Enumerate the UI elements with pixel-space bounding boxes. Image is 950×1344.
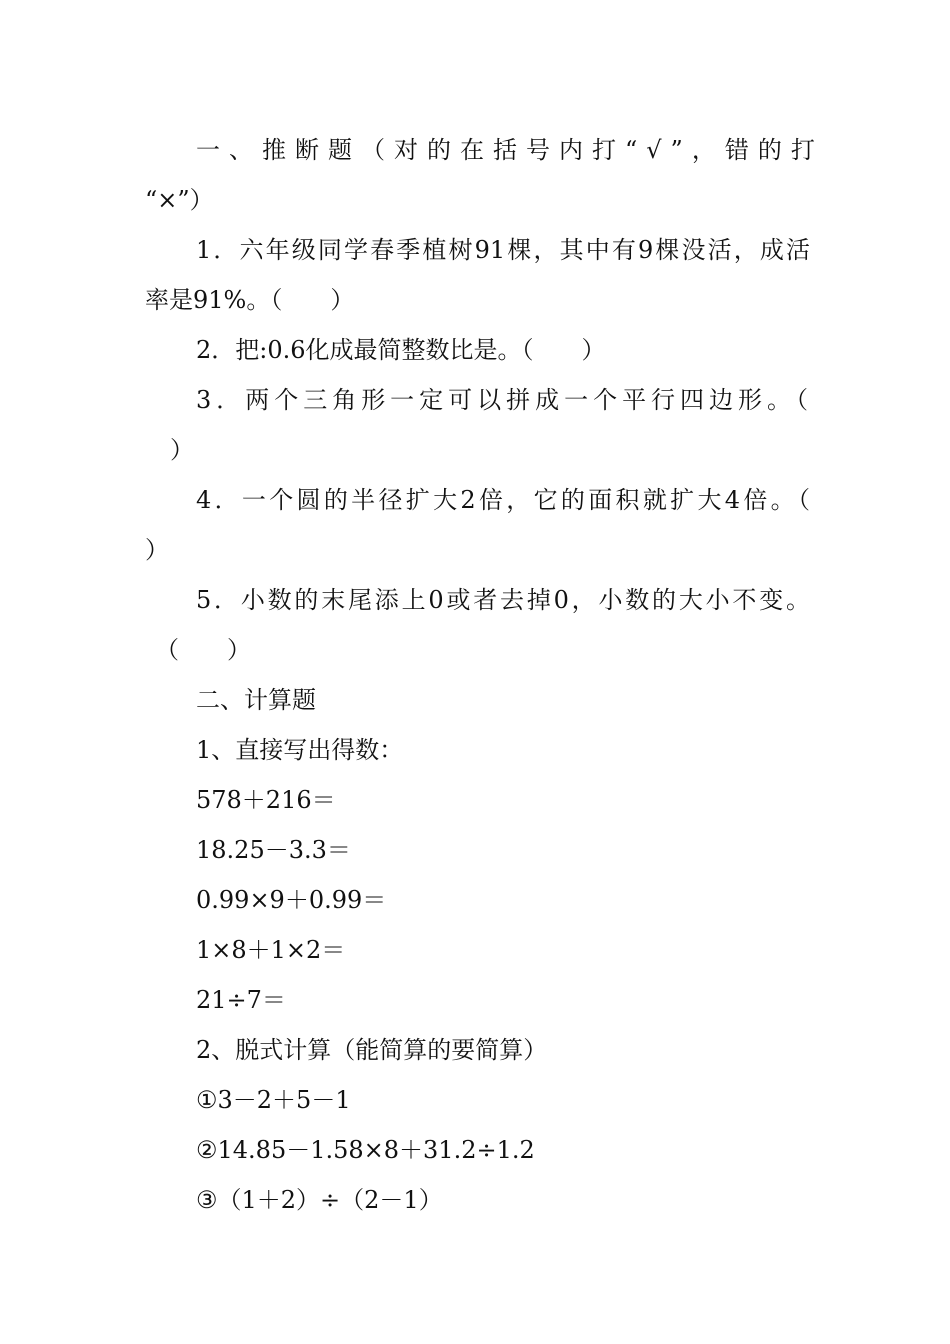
direct-calc-item: 578＋216＝	[196, 786, 336, 814]
direct-calc-item: 1×8＋1×2＝	[196, 936, 346, 964]
section1-heading-continued: “×”）	[145, 186, 214, 214]
section1-heading: 一、推断题（对的在括号内打“√”，错的打	[196, 136, 824, 164]
question-5-continued: （ ）	[155, 636, 251, 664]
step-calc-item: ①3－2＋5－1	[196, 1086, 351, 1114]
question-3-continued: ）	[170, 436, 194, 464]
question-1-continued: 率是91%。（ ）	[145, 286, 355, 314]
question-4: 4．一个圆的半径扩大2倍，它的面积就扩大4倍。（	[196, 486, 810, 514]
direct-calc-item: 0.99×9＋0.99＝	[196, 886, 387, 914]
step-calc-item: ③（1＋2）÷（2－1）	[196, 1186, 443, 1214]
question-4-continued: ）	[145, 536, 169, 564]
direct-calc-title: 1、直接写出得数：	[196, 736, 404, 764]
question-2: 2．把:0.6化成最简整数比是。（ ）	[196, 336, 606, 364]
question-5: 5．小数的末尾添上0或者去掉0，小数的大小不变。	[196, 586, 810, 614]
step-calc-title: 2、脱式计算（能简算的要简算）	[196, 1036, 548, 1064]
direct-calc-item: 21÷7＝	[196, 986, 286, 1014]
question-1: 1．六年级同学春季植树91棵，其中有9棵没活，成活	[196, 236, 810, 264]
section2-heading: 二、计算题	[196, 686, 316, 714]
direct-calc-item: 18.25－3.3＝	[196, 836, 351, 864]
question-3: 3．两个三角形一定可以拼成一个平行四边形。（	[196, 386, 810, 414]
step-calc-item: ②14.85－1.58×8＋31.2÷1.2	[196, 1136, 535, 1164]
